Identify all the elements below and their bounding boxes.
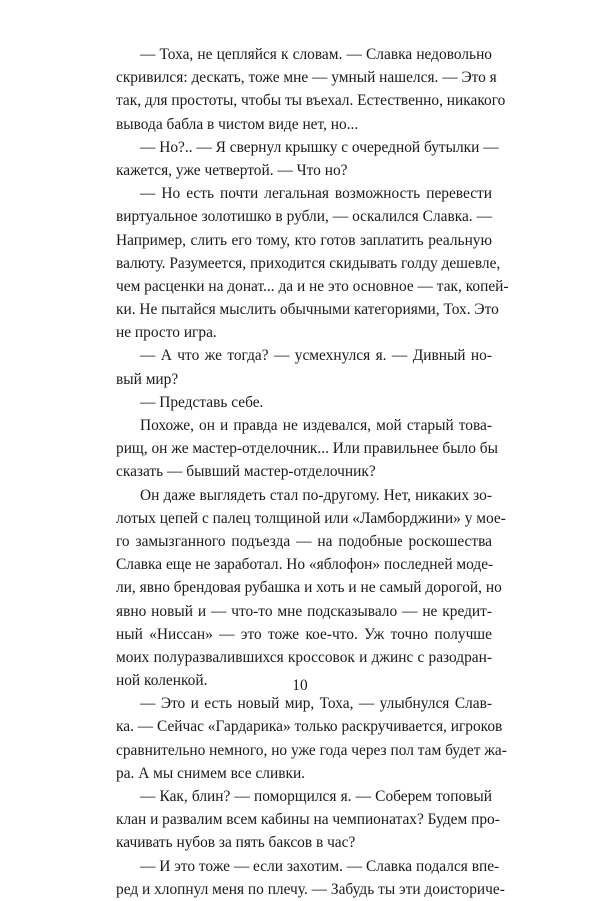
text-line: го замызганного подъезда — на подобные роскошества: [116, 532, 492, 550]
text-line: — Как, блин? — поморщился я. — Соберем топовый: [140, 788, 492, 805]
text-line: ред и хлопнул меня по плечу. — Забудь ты эти доисториче-: [116, 880, 505, 898]
text-line: лотых цепей с палец толщиной или «Ламборджини» у мое-: [116, 509, 506, 527]
page-number: 10: [292, 677, 308, 694]
text-line: сравнительно немного, но уже года через пол там будет жа-: [116, 741, 507, 759]
text-line: чем расценки на донат... да и не это основное — так, копей-: [116, 277, 509, 295]
text-line: — А что же тогда? — усмехнулся я. — Дивный но-: [140, 347, 492, 365]
text-line: вый мир?: [116, 370, 179, 388]
text-line: — Но?.. — Я свернул крышку с очередной бутылки —: [140, 138, 499, 156]
text-line: явно новый и — что-то мне подсказывало — не кредит-: [116, 602, 492, 620]
text-line: — Это и есть новый мир, Тоха, — улыбнулся Слав-: [140, 695, 492, 713]
text-line: Например, слить его тому, кто готов заплатить реальную: [116, 231, 492, 249]
text-line: сказать — бывший мастер-отделочник?: [116, 463, 376, 481]
text-line: скривился: дескать, тоже мне — умный нашелся. — Это я: [116, 69, 497, 87]
text-line: качивать нубов за пять баксов в час?: [116, 834, 356, 852]
text-line: кажется, уже четвертой. — Что но?: [116, 161, 348, 179]
text-line: ра. А мы снимем все сливки.: [116, 764, 306, 782]
text-line: рищ, он же мастер-отделочник... Или правильнее было бы: [116, 440, 498, 458]
text-line: клан и развалим всем кабины на чемпионатах? Будем про-: [116, 811, 500, 829]
text-line: Он даже выглядеть стал по-другому. Нет, никаких зо-: [140, 486, 492, 504]
text-line: — Представь себе.: [140, 393, 264, 411]
text-line: ли, явно брендовая рубашка и хоть и не самый дорогой, но: [116, 579, 502, 597]
text-line: ки. Не пытайся мыслить обычными категориями, Тох. Это: [116, 301, 499, 319]
text-line: ный «Ниссан» — это тоже кое-что. Уж точно получше: [116, 625, 492, 643]
text-line: Славка еще не заработал. Но «яблофон» последней моде-: [116, 556, 494, 574]
text-line: ка. — Сейчас «Гардарика» только раскручивается, игроков: [116, 718, 503, 736]
text-line: виртуальное золотишко в рубли, — оскалился Славка. —: [116, 208, 492, 226]
text-line: — Но есть почти легальная возможность перевести: [140, 185, 492, 203]
text-line: так, для простоты, чтобы ты въехал. Естественно, никакого: [116, 92, 506, 110]
text-line: — И это тоже — если захотим. — Славка подался впе-: [140, 857, 500, 875]
text-line: ной коленкой.: [116, 672, 208, 690]
text-line: Похоже, он и правда не издевался, мой старый това-: [140, 417, 492, 434]
text-line: моих полуразвалившихся кроссовок и джинс с разодран-: [116, 648, 492, 666]
text-line: не просто игра.: [116, 324, 217, 342]
text-line: вывода бабла в чистом виде нет, но...: [116, 115, 359, 133]
text-line: — Тоха, не цепляйся к словам. — Славка недовольно: [140, 46, 492, 63]
text-line: валюту. Разумеется, приходится скидывать голду дешевле,: [116, 254, 501, 272]
body-text: [116, 43, 509, 901]
